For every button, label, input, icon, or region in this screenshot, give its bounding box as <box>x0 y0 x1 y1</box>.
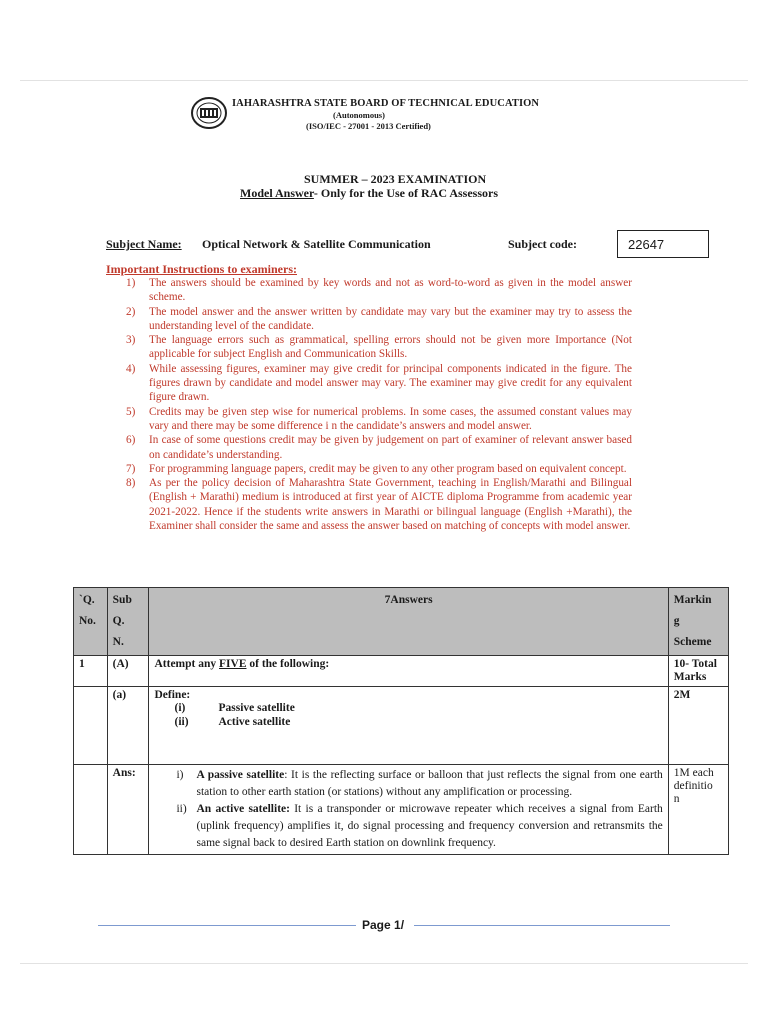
model-answer-note: - Only for the Use of RAC Assessors <box>313 186 498 200</box>
subject-code-label: Subject code: <box>508 237 577 251</box>
header-sub-q-no: Sub Q. N. <box>107 588 149 656</box>
subject-name: Optical Network & Satellite Communication <box>202 237 431 251</box>
page-number: Page 1/ <box>362 918 405 932</box>
table-row <box>74 687 729 765</box>
instruction-item: 1) The answers should be examined by key words and not as word-to-word as given in the model answer scheme. <box>126 277 632 304</box>
board-name: IAHARASHTRA STATE BOARD OF TECHNICAL EDUCATION <box>232 98 540 109</box>
list-item: i) A passive satellite: It is the reflecting surface or balloon that just reflects the signal from one earth station to other earth station (or stations) without any amplification or processing. <box>176 769 663 798</box>
header-answers: 7Answers <box>149 588 668 656</box>
list-item: ii) An active satellite: It is a transponder or microwave repeater which receives a signal from Earth (uplink frequency) amplifies it, do signal processing and frequency conversion and retransmits the same signal back to desired Earth station on downlink frequency. <box>176 803 663 849</box>
instructions-title: Important Instructions to examiners: <box>106 262 297 276</box>
sub-q-number: (A) <box>107 656 149 687</box>
answer-label: Ans: <box>107 765 149 855</box>
answer-text <box>149 765 668 855</box>
marks: 1M each definitio n <box>668 765 728 855</box>
header-q-no: `Q. No. <box>74 588 108 656</box>
table-row <box>74 765 729 855</box>
q-number: 1 <box>74 656 108 687</box>
autonomous-label: (Autonomous) <box>333 110 385 120</box>
model-answer-label: Model Answer <box>240 186 314 200</box>
marks: 2M <box>668 687 728 765</box>
table-row <box>74 656 729 687</box>
model-answer-line <box>240 186 498 201</box>
sub-q-number: (a) <box>107 687 149 765</box>
footer-divider-left <box>98 925 356 926</box>
instruction-item: 5) Credits may be given step wise for numerical problems. In some cases, the assumed constant values may vary and there may be some difference i n the candidate’s answers and model answer. <box>126 405 632 432</box>
list-item: (i) Passive satellite <box>174 702 295 714</box>
subject-name-label: Subject Name: <box>106 237 182 251</box>
list-item: (ii) Active satellite <box>174 716 291 728</box>
subject-code-box: 22647 <box>617 230 709 258</box>
instruction-item: 2) The model answer and the answer written by candidate may vary but the examiner may try to assess the understanding level of the candidate. <box>126 305 632 332</box>
instruction-item: 4) While assessing figures, examiner may give credit for principal components indicated in the figure. The figures drawn by candidate and model answer may vary. The examiner may give credit for any equivalent figure drawn. <box>126 362 632 404</box>
answer-table <box>73 587 729 855</box>
instruction-item: 3) The language errors such as grammatical, spelling errors should not be given more Importance (Not applicable for subject English and Communication Skills. <box>126 334 632 361</box>
question-text: Attempt any FIVE of the following: <box>149 656 668 687</box>
marks: 10- Total Marks <box>668 656 728 687</box>
msbte-logo-icon <box>190 96 228 130</box>
instruction-item: 8) As per the policy decision of Maharashtra State Government, teaching in English/Marathi and Bilingual (English + Marathi) medium is introduced at first year of AICTE diploma Programme from academic year 2021-2022. Hence if the students write answers in Marathi or bilingual language (English +Marathi), the Examiner shall consider the same and assess the answer based on matching of concepts with model answer. <box>126 477 632 533</box>
footer-divider-right <box>414 925 670 926</box>
question-text: Define: (i) Passive satellite (ii) Active satellite <box>149 687 668 765</box>
instruction-item: 7) For programming language papers, credit may be given to any other program based on equivalent concept. <box>126 462 627 475</box>
table-header-row <box>74 588 729 656</box>
iso-certification: (ISO/IEC - 27001 - 2013 Certified) <box>306 121 431 131</box>
instruction-item: 6) In case of some questions credit may be given by judgement on part of examiner of relevant answer based on candidate’s understanding. <box>126 434 632 461</box>
q-number-empty <box>74 765 108 855</box>
q-number-empty <box>74 687 108 765</box>
instructions-list <box>126 276 632 533</box>
header-marking-scheme: Markin g Scheme <box>668 588 728 656</box>
exam-title: SUMMER – 2023 EXAMINATION <box>304 172 487 186</box>
